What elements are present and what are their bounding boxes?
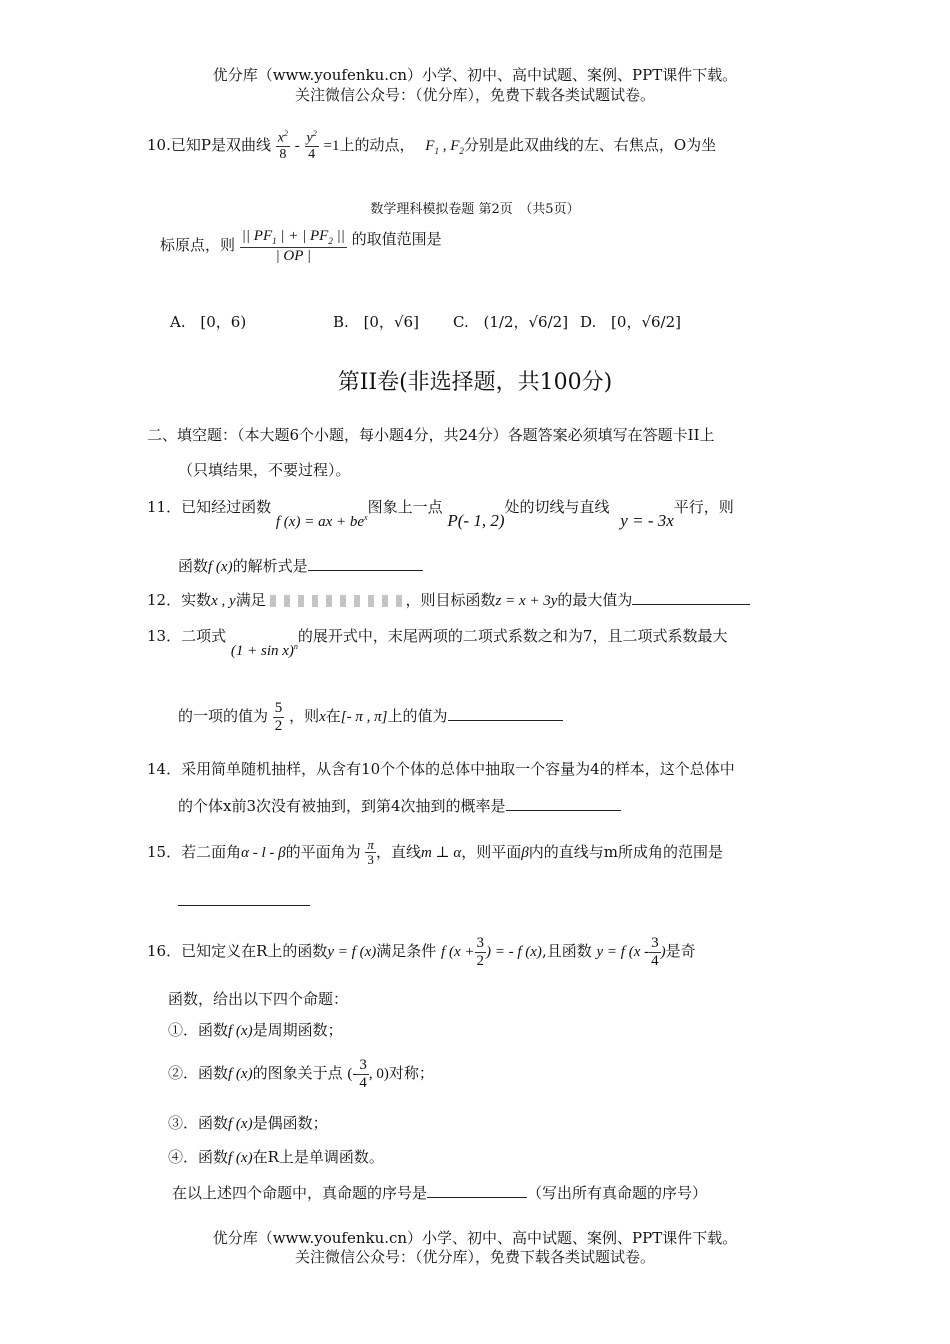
question-10-cont: 标原点，则 $\frac{|| PF_1 | + | PF_2 ||}{| OP |}$ 的取值范围是	[160, 228, 442, 264]
proposition-1: ①．函数f (x)是周期函数；	[168, 1021, 343, 1039]
option-d[interactable]: D. [0，√6/2]	[580, 313, 681, 331]
header-line-2: 关注微信公众号：（优分库），免费下载各类试题试卷。	[294, 86, 655, 104]
answer-blank-14[interactable]	[506, 796, 621, 811]
page-footer-label: 数学理科模拟卷题 第2页 （共5页）	[370, 202, 580, 217]
fraction-3-over-4-a: $\frac{3}{4}$	[651, 935, 659, 969]
answer-blank-13[interactable]	[448, 706, 563, 721]
answer-blank-11[interactable]	[308, 556, 423, 571]
question-14-cont: 的个体x前3次没有被抽到，到第4次抽到的概率是	[178, 795, 621, 816]
fill-section-line-1: 二、填空题：（本大题6个小题，每小题4分，共24分）各题答案必须填写在答题卡II上	[147, 426, 715, 444]
question-16: 16．已知定义在R上的函数y = f (x)满足条件 f (x + $\frac{3}{2}$ ) = - f (x),且函数 y = f (x - $\frac{3}{4}$ )是奇	[147, 935, 696, 969]
question-16-final: 在以上述四个命题中，真命题的序号是 （写出所有真命题的序号）	[172, 1184, 708, 1202]
fill-section-line-2: （只填结果，不要过程）。	[178, 461, 351, 479]
option-a[interactable]: A. [0，6)	[170, 313, 247, 331]
option-d-value: [0，√6/2]	[611, 313, 681, 331]
question-14: 14．采用简单随机抽样，从含有10个个体的总体中抽取一个容量为4的样本，这个总体中	[147, 760, 735, 778]
question-11: 11．已知经过函数 f (x) = ax + $be^x$图象上一点 P(- 1, 2)处的切线与直线 y = - 3x平行，则	[147, 498, 734, 530]
question-13: 13．二项式 $(1 + \sin x)^n$的展开式中，末尾两项的二项式系数之和为7，且二项式系数最大	[147, 627, 728, 659]
option-a-value: [0，6)	[200, 313, 247, 331]
fraction-pi-over-3: $\frac{\pi}{3}$	[367, 837, 374, 868]
ratio-expression: $\frac{|| PF_1 | + | PF_2 ||}{| OP |}$	[241, 228, 345, 264]
proposition-2: ②．函数f (x)的图象关于点 (- $\frac{3}{4}$ , 0)对称；	[168, 1057, 434, 1091]
option-c[interactable]: C. (1/2，√6/2]	[453, 313, 569, 331]
footer-line-2: 关注微信公众号：（优分库），免费下载各类试题试卷。	[294, 1248, 655, 1266]
constraint-system-image	[270, 595, 405, 607]
option-c-value: (1/2，√6/2]	[483, 313, 569, 331]
section-2-title: 第II卷(非选择题，共100分)	[337, 370, 613, 395]
footer-line-1: 优分库（www.youfenku.cn）小学、初中、高中试题、案例、PPT课件下载。	[212, 1229, 738, 1247]
fraction-y2-over-4: $\frac{y^2}{4}$	[306, 129, 317, 163]
proposition-3: ③．函数f (x)是偶函数；	[168, 1114, 328, 1132]
option-b-value: [0，√6]	[363, 313, 419, 331]
question-11-cont: 函数f (x)的解析式是	[178, 555, 423, 576]
header-line-1: 优分库（www.youfenku.cn）小学、初中、高中试题、案例、PPT课件下载。	[212, 66, 738, 84]
question-16-line-2: 函数，给出以下四个命题：	[168, 990, 349, 1008]
answer-blank-16[interactable]	[427, 1183, 527, 1198]
answer-blank-12[interactable]	[632, 590, 750, 605]
question-10: 10.已知P是双曲线 $\frac{x^2}{8}$ - $\frac{y^2}{4}$ =1上的动点， $F_1$ , $F_2$分别是此双曲线的左、右焦点，O为坐	[147, 129, 717, 163]
proposition-4: ④．函数f (x)在R上是单调函数。	[168, 1148, 384, 1166]
fraction-3-over-4-b: $\frac{3}{4}$	[359, 1057, 367, 1091]
fraction-5-over-2: $\frac{5}{2}$	[274, 700, 283, 734]
fraction-x2-over-8: $\frac{x^2}{8}$	[277, 129, 288, 163]
fraction-3-over-2: $\frac{3}{2}$	[476, 935, 484, 969]
answer-blank-15[interactable]	[178, 905, 310, 906]
question-15: 15．若二面角α - l - β的平面角为 $\frac{\pi}{3}$ ，直线m ⊥ α，则平面β内的直线与m所成角的范围是	[147, 837, 723, 868]
option-b[interactable]: B. [0，√6]	[333, 313, 419, 331]
question-12: 12．实数x , y满足 ，则目标函数z = x + 3y的最大值为	[147, 589, 750, 610]
question-13-cont: 的一项的值为 $\frac{5}{2}$ ，则x在[- π , π]上的值为	[178, 700, 563, 734]
